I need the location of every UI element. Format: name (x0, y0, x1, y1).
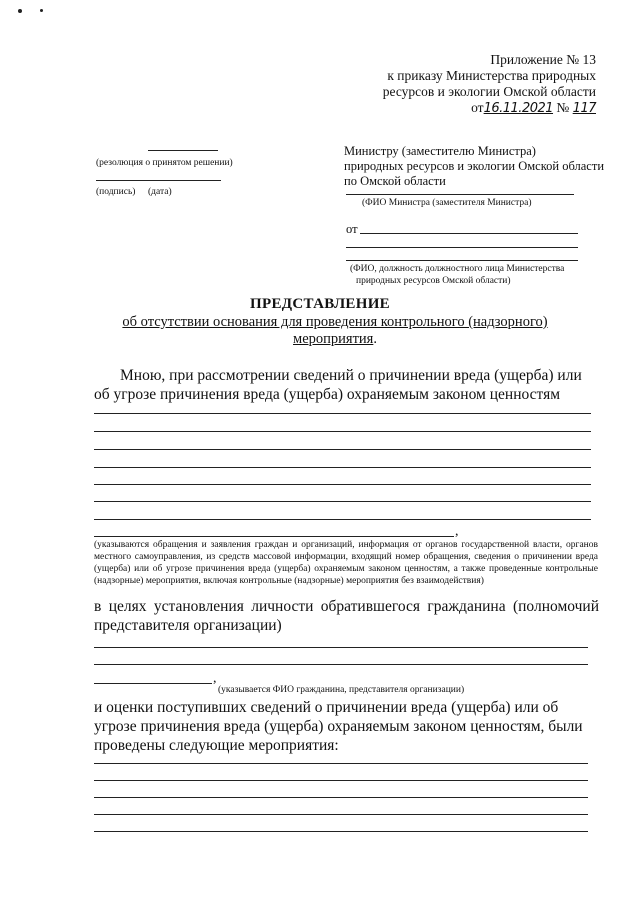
blank-line-15 (94, 814, 588, 815)
addressee-line-1: Министру (заместителю Министра) (344, 144, 536, 158)
subtitle-line-2: мероприятия (293, 331, 374, 347)
appendix-number: Приложение № 13 (490, 52, 596, 67)
blank-line-5 (94, 484, 591, 485)
blank-line-1 (94, 413, 591, 414)
note-2: (указывается ФИО гражданина, представителя организации) (218, 685, 465, 695)
blank-line-12 (94, 763, 588, 764)
addressee-line-3: по Омской области (344, 174, 446, 188)
from-line-3 (346, 260, 578, 261)
addressee-line-2: природных ресурсов и экологии Омской области (344, 159, 605, 173)
official-caption: (ФИО, должность должностного лица Министерства природных ресурсов Омской области) (350, 264, 565, 286)
signature-date-line (96, 180, 221, 181)
comma-2: , (213, 671, 217, 686)
blank-line-6 (94, 501, 591, 502)
blank-line-2 (94, 431, 591, 432)
minister-name-line (346, 194, 574, 195)
note-1: (указываются обращения и заявления граждан и организаций, информация от органов государственной власти, органов местного самоуправления, из средств массовой информации, входящий номер обращения, сведения о причинении вреда (ущерба) или об угрозе причинения вреда (ущерба) охраняемым законом ценностям, а также проведенные контрольные (надзорные) мероприятия, включая контрольные (надзорные) мероприятия без взаимодействия) (94, 540, 598, 586)
order-date: 16.11.2021 (483, 101, 554, 116)
from-line-1 (360, 233, 578, 234)
scan-speck (18, 9, 22, 13)
appendix-date-line (383, 100, 596, 117)
subtitle-line-1: об отсутствии основания для проведения контрольного (надзорного) (122, 314, 548, 330)
resolution-label: (резолюция о принятом решении) (96, 158, 233, 168)
blank-line-11 (94, 683, 212, 684)
appendix-ministry-line: ресурсов и экологии Омской области (382, 84, 596, 99)
blank-line-4 (94, 467, 591, 468)
addressee-block (344, 144, 614, 189)
document-subtitle (100, 314, 570, 348)
subtitle-period: . (373, 331, 377, 347)
signature-label: (подпись) (96, 187, 136, 197)
paragraph-1: Мною, при рассмотрении сведений о причинении вреда (ущерба) или об угрозе причинения вреда (ущерба) охраняемым законом ценностям (94, 367, 582, 403)
document-title: ПРЕДСТАВЛЕНИЕ (250, 296, 390, 312)
paragraph-3: и оценки поступивших сведений о причинении вреда (ущерба) или об угрозе причинения вреда (ущерба) охраняемым законом ценностям, были проведены следующие мероприятия: (94, 699, 583, 754)
blank-line-9 (94, 647, 588, 648)
order-number: 117 (572, 101, 596, 116)
from-label: от (346, 222, 358, 236)
blank-line-14 (94, 797, 588, 798)
paragraph-2: в целях установления личности обратившегося гражданина (полномочий представителя организации) (94, 598, 599, 634)
minister-caption: (ФИО Министра (заместителя Министра) (362, 198, 532, 208)
blank-line-10 (94, 664, 588, 665)
from-line-2 (346, 247, 578, 248)
comma-1: , (455, 524, 459, 539)
resolution-line (148, 150, 218, 151)
blank-line-13 (94, 780, 588, 781)
appendix-header (383, 52, 596, 117)
scan-speck (40, 9, 43, 12)
subtitle-line-2-wrap (100, 331, 570, 348)
blank-line-3 (94, 449, 591, 450)
date-prefix: от (471, 100, 484, 115)
date-label: (дата) (148, 187, 172, 197)
appendix-order-line: к приказу Министерства природных (387, 68, 596, 83)
blank-line-8 (94, 536, 454, 537)
blank-line-16 (94, 831, 588, 832)
blank-line-7 (94, 519, 591, 520)
number-prefix: № (556, 100, 570, 115)
